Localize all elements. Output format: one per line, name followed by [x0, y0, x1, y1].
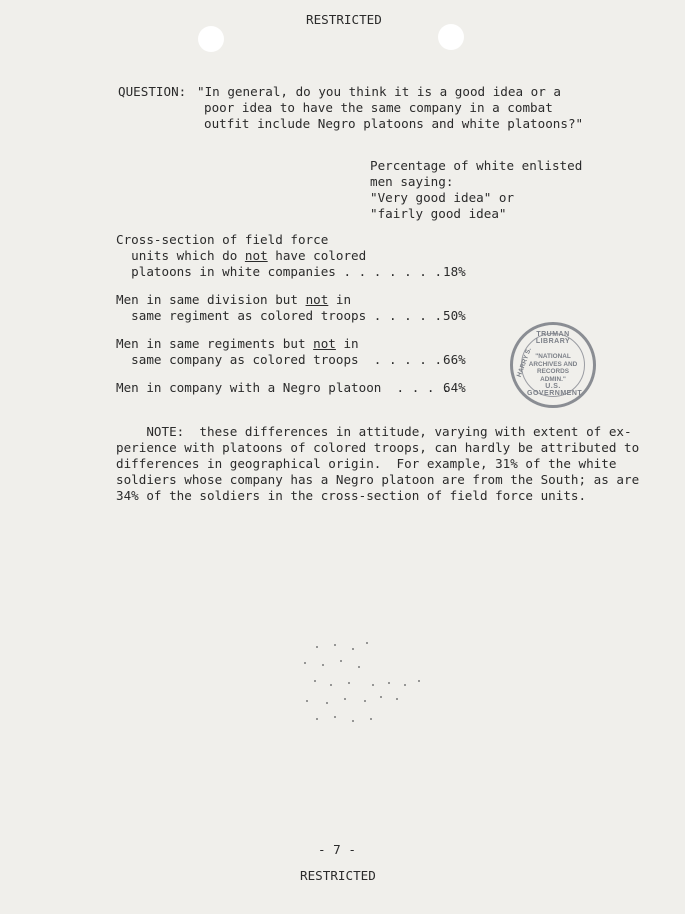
- footer-classification: RESTRICTED: [300, 868, 376, 883]
- row-3-value: 66%: [443, 352, 466, 367]
- header-classification: RESTRICTED: [306, 12, 382, 27]
- row-2-line-1: Men in same division but not in: [116, 292, 352, 307]
- stamp-bottom-text: U.S. GOVERNMENT: [527, 383, 583, 397]
- punch-hole-right: [438, 24, 464, 50]
- note-line-2: perience with platoons of colored troops, can hardly be attributed to: [116, 440, 640, 455]
- question-label: QUESTION:: [118, 84, 187, 99]
- column-header-line-2: men saying:: [370, 174, 454, 189]
- question-line-3: outfit include Negro platoons and white platoons?": [204, 116, 584, 131]
- note-line-3: differences in geographical origin. For example, 31% of the white: [116, 456, 617, 471]
- column-header-line-3: "Very good idea" or: [370, 190, 515, 205]
- row-4-line-1: Men in company with a Negro platoon . . . .: [116, 380, 450, 395]
- question-line-1: "In general, do you think it is a good idea or a: [197, 84, 561, 99]
- note-line-5: 34% of the soldiers in the cross-section of field force units.: [116, 488, 587, 503]
- column-header-line-4: "fairly good idea": [370, 206, 507, 221]
- page-number: - 7 -: [318, 842, 356, 857]
- note-line-1: NOTE: these differences in attitude, varying with extent of ex-: [116, 424, 632, 439]
- stamp-top-text: TRUMAN LIBRARY: [535, 331, 571, 345]
- column-header-line-1: Percentage of white enlisted: [370, 158, 583, 173]
- stamp-left-text: HARRY S.: [515, 346, 533, 379]
- row-2-line-2: same regiment as colored troops . . . . .: [116, 308, 443, 323]
- row-4-value: 64%: [443, 380, 466, 395]
- bleed-through-dots: [300, 640, 430, 730]
- note-line-4: soldiers whose company has a Negro platoon are from the South; as are: [116, 472, 640, 487]
- punch-hole-left: [198, 26, 224, 52]
- stamp-inner-text: "NATIONAL ARCHIVES AND RECORDS ADMIN.": [528, 353, 578, 383]
- row-3-line-1: Men in same regiments but not in: [116, 336, 359, 351]
- row-1-line-2: units which do not have colored: [116, 248, 367, 263]
- row-3-line-2: same company as colored troops . . . . .: [116, 352, 443, 367]
- row-1-line-1: Cross-section of field force: [116, 232, 329, 247]
- question-line-2: poor idea to have the same company in a combat: [204, 100, 553, 115]
- archives-stamp: [510, 322, 596, 408]
- row-1-line-3: platoons in white companies . . . . . . .: [116, 264, 443, 279]
- row-1-value: 18%: [443, 264, 466, 279]
- row-2-value: 50%: [443, 308, 466, 323]
